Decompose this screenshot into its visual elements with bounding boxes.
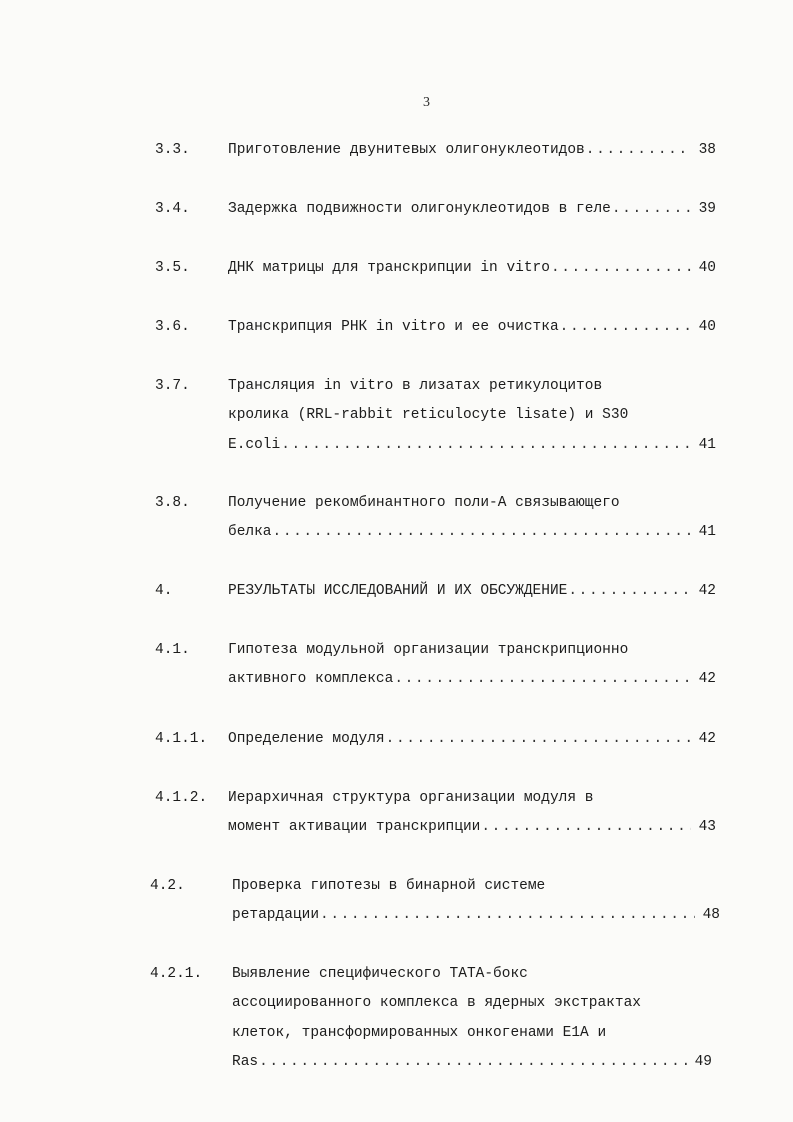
toc-entry-title: белка (228, 524, 272, 541)
toc-entry-title: ДНК матрицы для транскрипции in vitro (228, 260, 550, 276)
toc-entry-number: 4.1.1. (155, 731, 208, 747)
toc-entry-page: 43 (698, 819, 716, 836)
toc-entry-title: активного комплекса (228, 671, 394, 688)
toc-entry-title: Трансляция in vitro в лизатах ретикулоцитов (228, 378, 603, 394)
page-number: 3 (423, 95, 430, 110)
dot-leader (550, 254, 691, 283)
dot-leader (585, 136, 691, 165)
dot-leader (385, 725, 691, 754)
toc-entry-title: Получение рекомбинантного поли-А связывающего (228, 495, 620, 511)
toc-entry-number: 4.1. (155, 642, 190, 658)
dot-leader (559, 313, 691, 342)
toc-entry-page: 38 (698, 142, 716, 158)
toc-entry-title: клеток, трансформированных онкогенами E1A и (232, 1024, 607, 1041)
toc-entry-number: 3.8. (155, 495, 190, 511)
toc-entry-title: Выявление специфического ТАТА-бокс (232, 966, 528, 982)
toc-entry-number: 3.4. (155, 201, 190, 217)
toc-entry-title: момент активации транскрипции (228, 819, 481, 836)
toc-entry-number: 4.2. (150, 878, 185, 894)
toc-entry-title: Проверка гипотезы в бинарной системе (232, 878, 546, 894)
toc-entry-number: 4. (155, 583, 173, 599)
toc-entry-number: 3.6. (155, 319, 190, 335)
toc-entry-title: РЕЗУЛЬТАТЫ ИССЛЕДОВАНИЙ И ИХ ОБСУЖДЕНИЕ (228, 583, 568, 599)
toc-entry-title: ассоциированного комплекса в ядерных экстрактах (232, 995, 641, 1012)
dot-leader (319, 901, 695, 930)
toc-entry-title: Гипотеза модульной организации транскрипционно (228, 642, 629, 658)
dot-leader (258, 1048, 686, 1077)
toc-entry-number: 3.7. (155, 378, 190, 394)
toc-entry-title: Приготовление двунитевых олигонуклеотидов (228, 142, 585, 158)
toc-entry-title: Задержка подвижности олигонуклеотидов в геле (228, 201, 611, 217)
toc-entry-title: Определение модуля (228, 731, 385, 747)
toc-entry-number: 3.5. (155, 260, 190, 276)
toc-entry-page: 41 (698, 524, 716, 541)
toc-entry-title: Ras (232, 1053, 259, 1070)
toc-entry-title: Транскрипция РНК in vitro и ее очистка (228, 319, 559, 335)
dot-leader (393, 665, 690, 694)
toc-entry-page: 41 (698, 436, 716, 453)
toc-entry-number: 3.3. (155, 142, 190, 158)
toc-entry-number: 4.1.2. (155, 790, 208, 806)
toc-entry-title: ретардации (232, 907, 320, 924)
toc-entry-page: 40 (698, 260, 716, 276)
dot-leader (567, 577, 690, 606)
toc-entry-page: 42 (698, 583, 716, 599)
toc-entry-page: 49 (694, 1053, 712, 1070)
toc-entry-page: 40 (698, 319, 716, 335)
toc-entry-page: 39 (698, 201, 716, 217)
dot-leader (611, 195, 691, 224)
toc-entry-page: 48 (702, 907, 720, 924)
toc-entry-title: Иерархичная структура организации модуля в (228, 790, 594, 806)
toc-entry-page: 42 (698, 671, 716, 688)
toc-entry-title: кролика (RRL-rabbit reticulocyte lisate) и S30 (228, 407, 629, 424)
toc-entry-title: E.coli (228, 436, 281, 453)
toc-entry-page: 42 (698, 731, 716, 747)
dot-leader (280, 431, 690, 460)
dot-leader (480, 813, 690, 842)
dot-leader (272, 518, 691, 547)
toc-entry-number: 4.2.1. (150, 966, 203, 982)
